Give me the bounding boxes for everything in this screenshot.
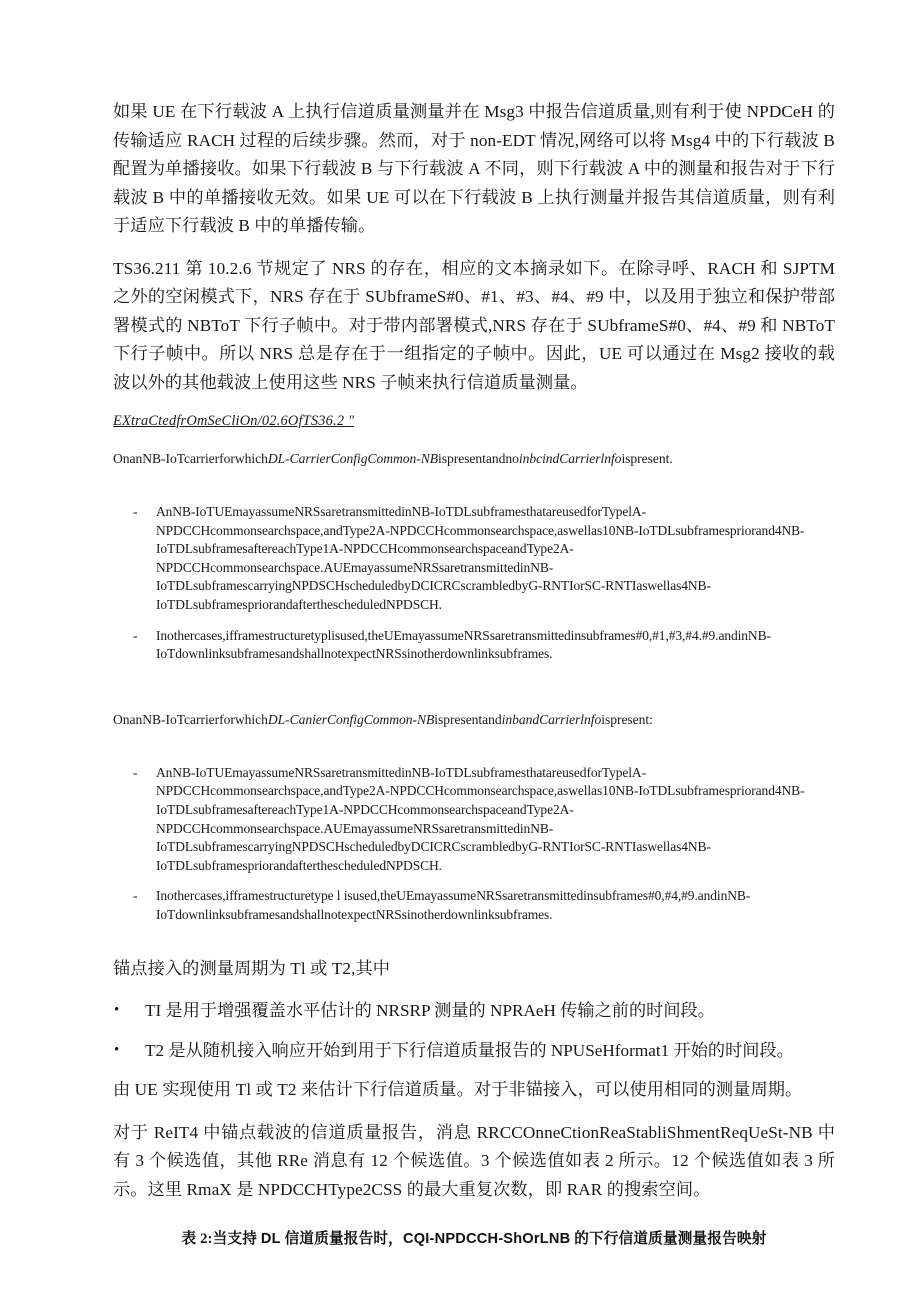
dash-bullet-icon: - bbox=[133, 764, 138, 780]
round-bullet-icon: • bbox=[114, 1041, 120, 1058]
paragraph-ue-estimation: 由 UE 实现使用 Tl 或 T2 来估计下行信道质量。对于非锚接入，可以使用相同的测量周期。 bbox=[113, 1080, 803, 1099]
list-item bbox=[113, 764, 835, 876]
paragraph-ue-measurement: 如果 UE 在下行载波 A 上执行信道质量测量并在 Msg3 中报告信道质量,则有利于使 NPDCeH 的传输适应 RACH 过程的后续步骤。然而，对于 non-EDT 情况,网络可以将 Msg4 中的下行载波 B 配置为单播接收。如果下行载波 B 与下行载波 A 不同，则下行载波 A 中的测量和报告对于下行载波 B 中的单播接收无效。如果 UE 可以在下行载波 B 上执行测量并报告其信道质量，则有利于适应下行载波 B 中的单播传输。 bbox=[113, 102, 835, 235]
list-item-text: TI 是用于增强覆盖水平估计的 NRSRP 测量的 NPRAeH 传输之前的时间段。 bbox=[145, 1001, 715, 1020]
extract-bullet-list-1 bbox=[113, 503, 835, 664]
paragraph-nrs-presence: TS36.211 第 10.2.6 节规定了 NRS 的存在，相应的文本摘录如下。在除寻呼、RACH 和 SJPTM 之外的空闲模式下，NRS 存在于 SUbframeS#0、#1、#3、#4、#9 中，以及用于独立和保护带部署模式的 NBToT 下行子帧中。对于带内部署模式,NRS 存在于 SUbframeS#0、#4、#9 和 NBToT 下行子帧中。所以 NRS 总是存在于一组指定的子帧中。因此，UE 可以通过在 Msg2 接收的载波以外的其他载波上使用这些 NRS 子帧来执行信道质量测量。 bbox=[113, 258, 835, 392]
list-item bbox=[113, 997, 835, 1026]
list-item-text: AnNB-IoTUEmayassumeNRSsaretransmittedinNB-IoTDLsubframesthatareusedforTypelA-NPDCCHcommonsearchspace,andType2A-NPDCCHcommonsearchspace,aswellas10NB-IoTDLsubframespriorand4NB-IoTDLsubframesaftereachType1A-NPDCCHcommonsearchspaceandType2A-NPDCCHcommonsearchspace.AUEmayassumeNRSsaretransmittedinNB-IoTDLsubframescarryingNPDSCHscheduledbyDCICRCscrambledbyG-RNTIorSC-RNTIaswellas4NB-IoTDLsubframespriorandafterthescheduledNPDSCH. bbox=[156, 504, 805, 612]
caption-mid: 信道质量报告时， bbox=[280, 1231, 403, 1247]
list-item bbox=[113, 887, 835, 924]
intro-prefix: OnanNB-IoTcarrierforwhich bbox=[113, 711, 268, 727]
intro-mid: ispresentand bbox=[434, 711, 502, 727]
list-item bbox=[113, 1037, 835, 1066]
extract-intro-1 bbox=[113, 449, 835, 469]
extract-bullet-list-2 bbox=[113, 764, 835, 925]
extract-block-2 bbox=[113, 710, 835, 925]
timing-bullet-list bbox=[113, 997, 835, 1065]
intro-prefix: OnanNB-IoTcarrierforwhich bbox=[113, 451, 268, 466]
intro-mid: ispresentandno bbox=[438, 451, 519, 466]
list-item-text: AnNB-IoTUEmayassumeNRSsaretransmittedinNB-IoTDLsubframesthatareusedforTypelA-NPDCCHcommonsearchspace,andType2A-NPDCCHcommonsearchspace,aswellas10NB-IoTDLsubframespriorand4NB-IoTDLsubframesaftereachType1A-NPDCCHcommonsearchspaceandType2A-NPDCCHcommonsearchspace.AUEmayassumeNRSsaretransmittedinNB-IoTDLsubframescarryingNPDSCHscheduledbyDCICRCscrambledbyG-RNTIorSC-RNTIaswellas4NB-IoTDLsubframespriorandafterthescheduledNPDSCH. bbox=[156, 764, 805, 873]
dash-bullet-icon: - bbox=[133, 504, 138, 519]
intro-italic-term-1: DL-CarrierConfigCommon-NB bbox=[267, 451, 439, 466]
list-item-text: T2 是从随机接入响应开始到用于下行信道质量报告的 NPUSeHformat1 开始的时间段。 bbox=[145, 1040, 794, 1060]
paragraph-rel14-candidates: 对于 ReIT4 中锚点载波的信道质量报告，消息 RRCCOnneCtionReaStabliShmentReqUeSt-NB 中有 3 个候选值，其他 RRe 消息有 12 个候选值。3 个候选值如表 2 所示。12 个候选值如表 3 所示。这里 RmaX 是 NPDCCHType2CSS 的最大重复次数，即 RAR 的搜索空间。 bbox=[113, 1122, 835, 1199]
list-item bbox=[113, 627, 835, 664]
extract-block-1 bbox=[113, 449, 835, 664]
list-item-text: Inothercases,ifframestructuretyplisused,theUEmayassumeNRSsaretransmittedinsubframes#0,#1,#3,#4.#9.andinNB-IoTdownlinksubframesandshallnotexpectNRSsinotherdownlinksubframes. bbox=[156, 627, 771, 662]
document-content bbox=[113, 98, 835, 1250]
dash-bullet-icon: - bbox=[133, 627, 138, 643]
dash-bullet-icon: - bbox=[133, 888, 138, 904]
intro-italic-term-2: inbandCarrierlnfo bbox=[501, 711, 602, 727]
extract-intro-2 bbox=[113, 710, 835, 730]
table-2-caption bbox=[113, 1228, 835, 1250]
caption-term-dl: DL bbox=[260, 1231, 281, 1247]
intro-suffix: ispresent. bbox=[621, 451, 673, 466]
round-bullet-icon: • bbox=[114, 1002, 120, 1018]
intro-suffix: ispresent: bbox=[601, 711, 653, 727]
list-item bbox=[113, 503, 835, 615]
paragraph-anchor-period: 锚点接入的测量周期为 Tl 或 T2,其中 bbox=[113, 958, 391, 978]
intro-italic-term-2: inbcindCarrierlnfo bbox=[518, 451, 622, 466]
caption-prefix: 表 2:当支持 bbox=[181, 1231, 261, 1247]
list-item-text: Inothercases,ifframestructuretype l isused,theUEmayassumeNRSsaretransmittedinsubframes#0,#4,#9.andinNB-IoTdownlinksubframesandshallnotexpectNRSsinotherdownlinksubframes. bbox=[156, 888, 751, 922]
caption-term-cqi: CQI-NPDCCH-ShOrLNB bbox=[402, 1231, 571, 1247]
intro-italic-term-1: DL-CanierConfigCommon-NB bbox=[267, 711, 435, 727]
extract-section-heading: EXtraCtedfrOmSeCliOn/02.6OfTS36.2 ʺ bbox=[113, 413, 355, 429]
caption-suffix: 的下行信道质量测量报告映射 bbox=[570, 1231, 767, 1247]
